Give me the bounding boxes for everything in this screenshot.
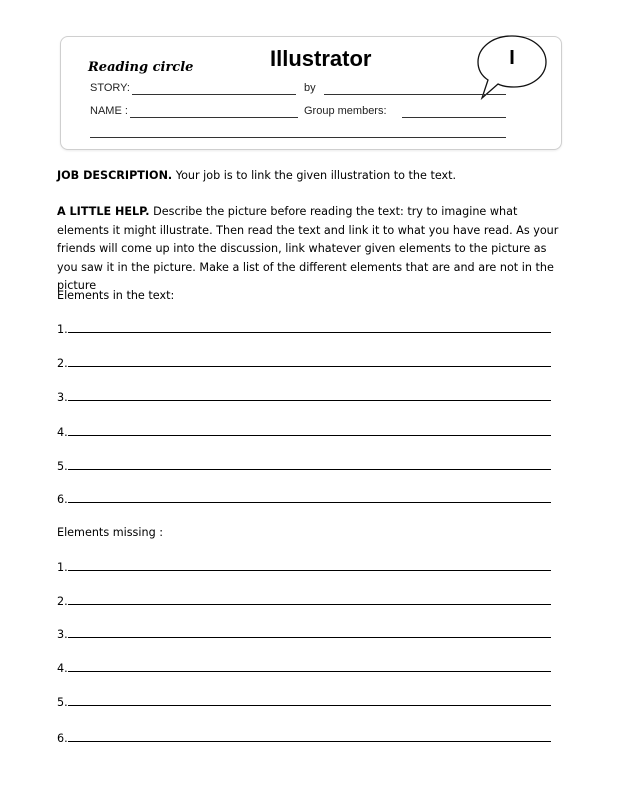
group-members-field-2[interactable] <box>90 137 506 138</box>
author-field[interactable] <box>324 94 506 95</box>
item-number: 5. <box>57 460 68 473</box>
list-item[interactable] <box>57 660 551 676</box>
answer-line[interactable] <box>68 355 551 367</box>
answer-line[interactable] <box>68 458 551 470</box>
item-number: 2. <box>57 357 68 370</box>
list-item[interactable] <box>57 626 551 642</box>
job-description <box>57 167 567 186</box>
answer-line[interactable] <box>68 424 551 436</box>
list-item[interactable] <box>57 321 551 337</box>
list-item[interactable] <box>57 458 551 474</box>
list-item[interactable] <box>57 355 551 371</box>
list-item[interactable] <box>57 424 551 440</box>
story-label: STORY: <box>90 82 130 94</box>
little-help-heading: A LITTLE HELP. <box>57 205 150 218</box>
answer-line[interactable] <box>68 389 551 401</box>
elements-missing-label: Elements missing : <box>57 526 163 539</box>
list-item[interactable] <box>57 730 551 746</box>
answer-line[interactable] <box>68 626 551 638</box>
role-letter: I <box>509 47 515 69</box>
item-number: 1. <box>57 323 68 336</box>
item-number: 6. <box>57 732 68 745</box>
little-help-text: Describe the picture before reading the text: try to imagine what elements it might illustrate. Then read the text and link it to what you have read. As your friends will come up into the discussion, link whatever given elements to the picture as you saw it in the picture. Make a list of the different elements that are and are not in the picture <box>57 205 559 292</box>
list-item[interactable] <box>57 491 551 507</box>
answer-line[interactable] <box>68 491 551 503</box>
item-number: 1. <box>57 561 68 574</box>
answer-line[interactable] <box>68 321 551 333</box>
item-number: 6. <box>57 493 68 506</box>
reading-circle-title: Reading circle <box>88 60 194 75</box>
name-label: NAME : <box>90 105 128 117</box>
answer-line[interactable] <box>68 660 551 672</box>
job-description-heading: JOB DESCRIPTION. <box>57 169 173 182</box>
answer-line[interactable] <box>68 694 551 706</box>
item-number: 2. <box>57 595 68 608</box>
name-field[interactable] <box>130 117 298 118</box>
list-item[interactable] <box>57 694 551 710</box>
little-help <box>57 203 567 296</box>
list-item[interactable] <box>57 559 551 575</box>
answer-line[interactable] <box>68 730 551 742</box>
group-members-label: Group members: <box>304 105 387 117</box>
elements-in-text-label: Elements in the text: <box>57 289 175 302</box>
item-number: 3. <box>57 628 68 641</box>
story-field[interactable] <box>132 94 296 95</box>
list-item[interactable] <box>57 389 551 405</box>
list-item[interactable] <box>57 593 551 609</box>
role-title: Illustrator <box>270 46 372 71</box>
item-number: 4. <box>57 662 68 675</box>
job-description-text: Your job is to link the given illustration to the text. <box>172 169 457 182</box>
item-number: 5. <box>57 696 68 709</box>
item-number: 4. <box>57 426 68 439</box>
item-number: 3. <box>57 391 68 404</box>
group-members-field[interactable] <box>402 117 506 118</box>
by-label: by <box>304 82 316 94</box>
answer-line[interactable] <box>68 559 551 571</box>
answer-line[interactable] <box>68 593 551 605</box>
